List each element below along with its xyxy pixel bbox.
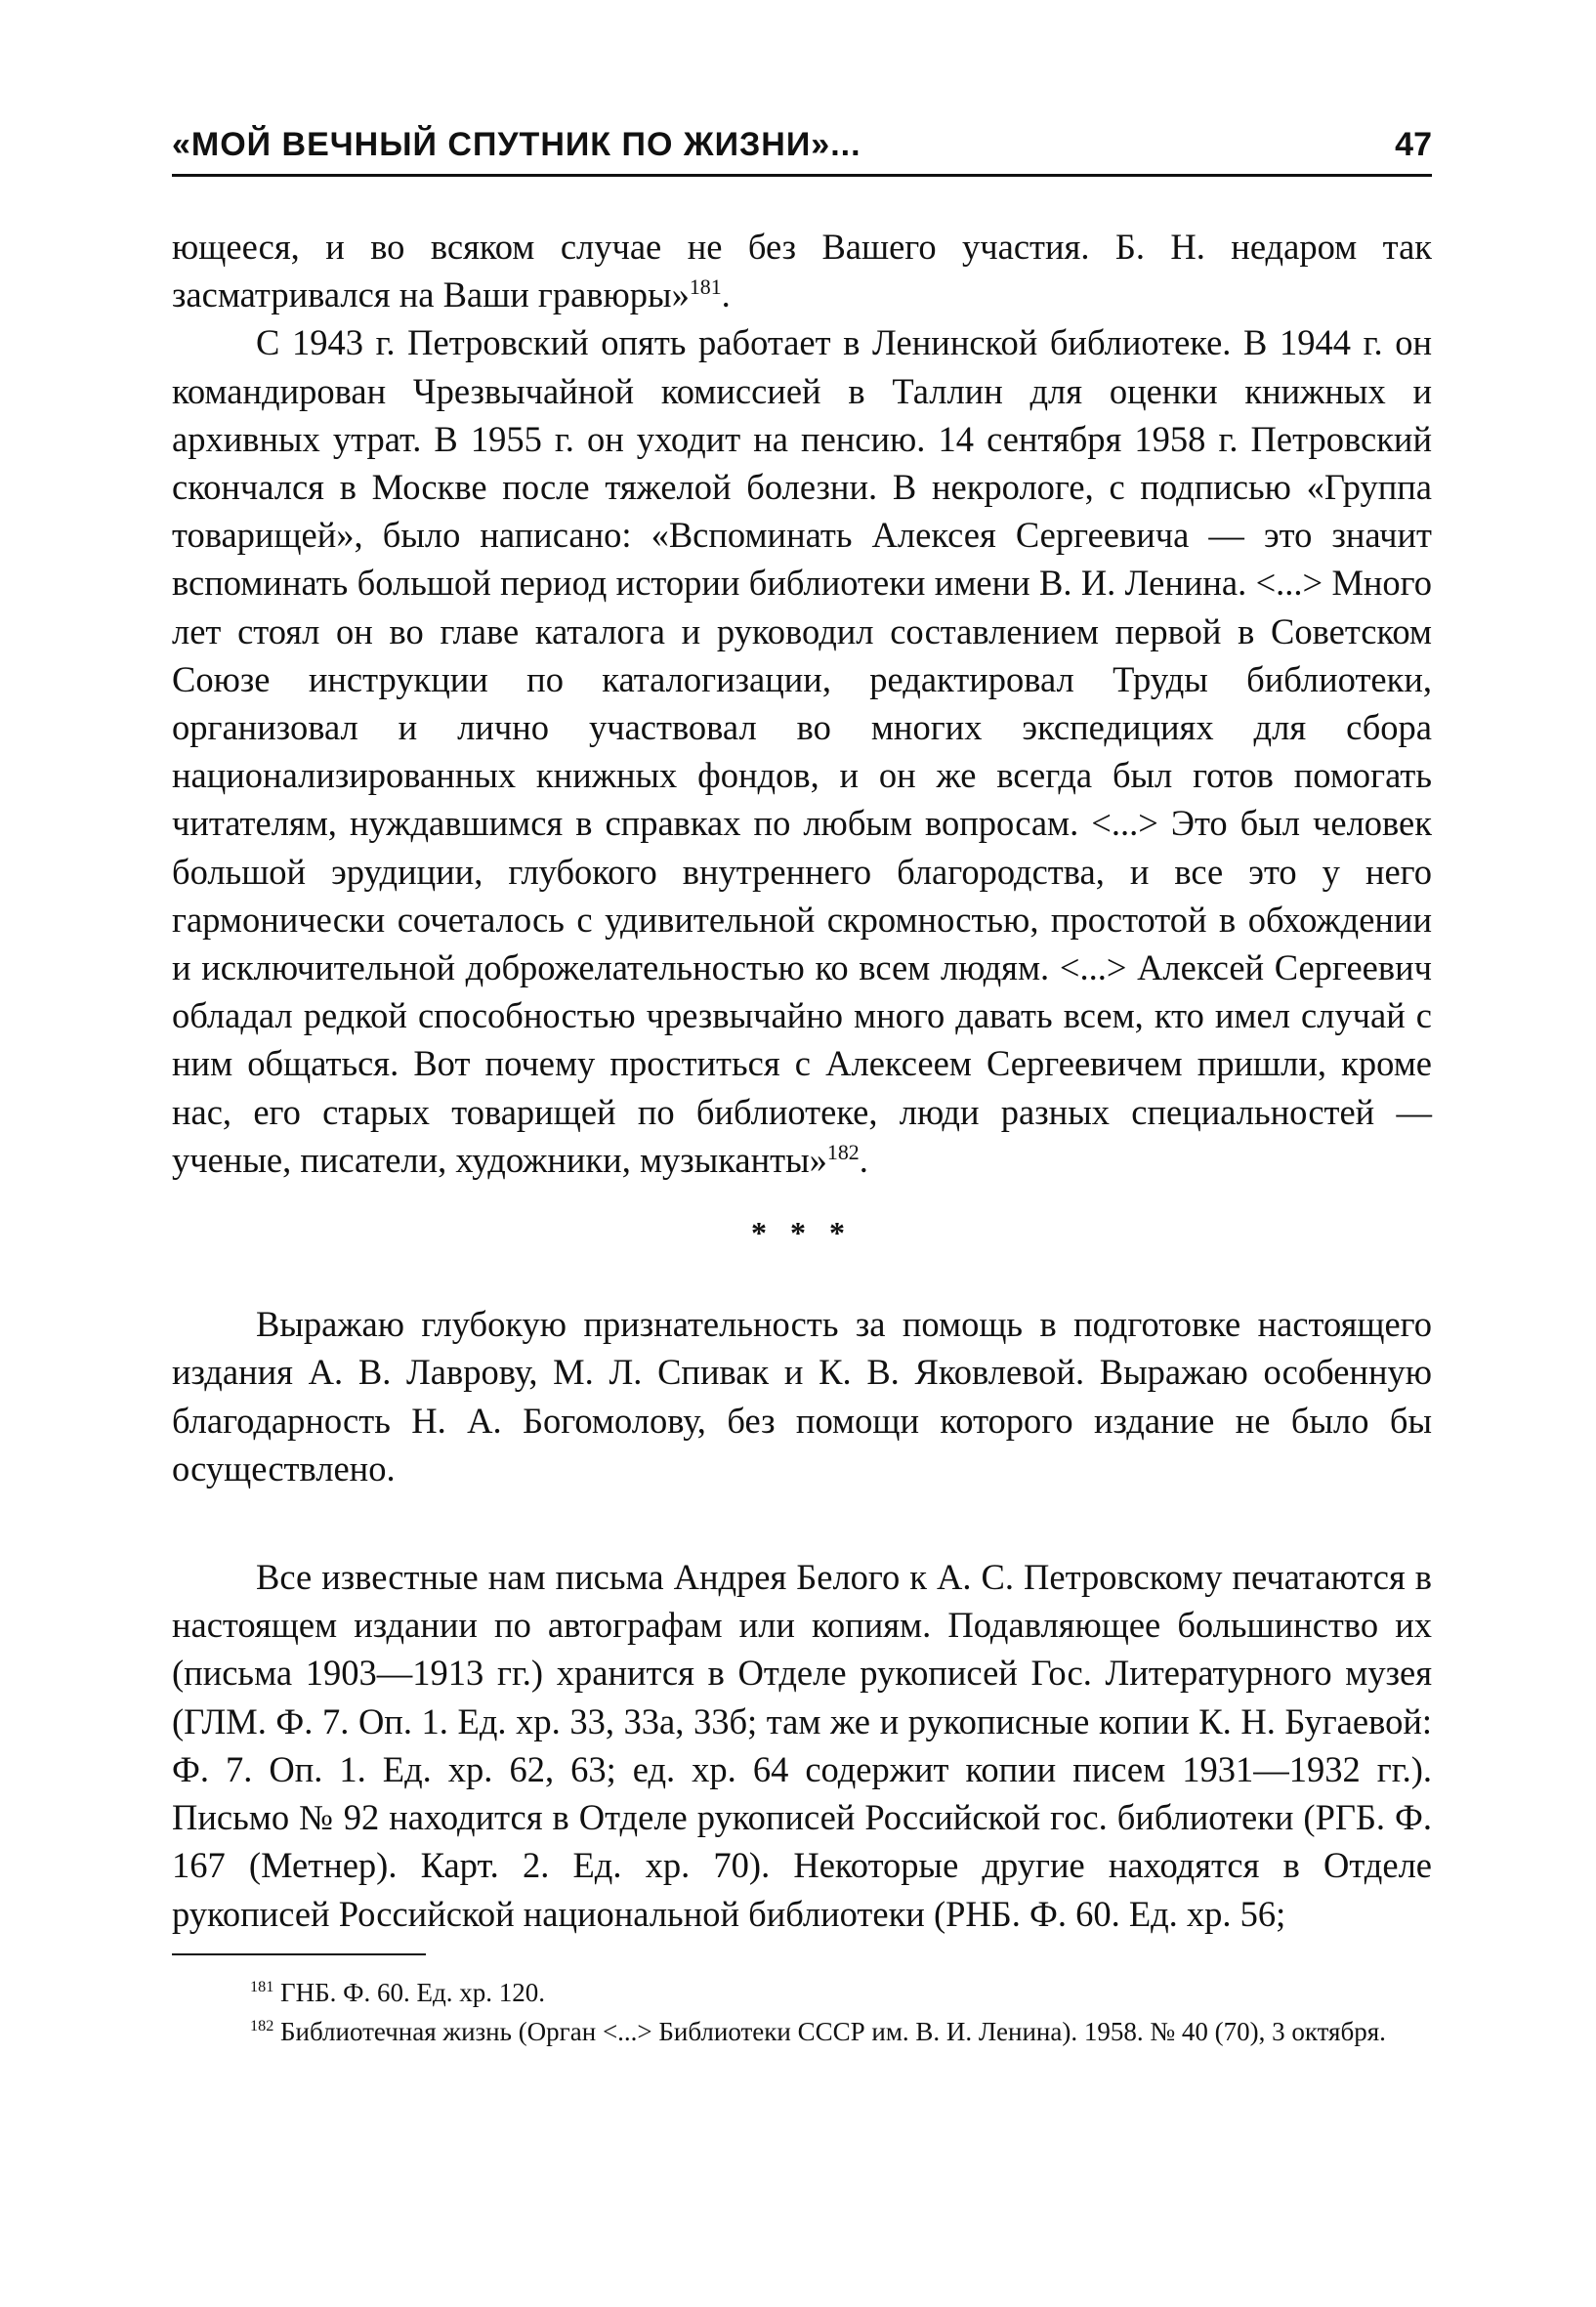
footnote: $^{181}$ ГНБ. Ф. 60. Ед. хр. 120. bbox=[250, 1978, 545, 2007]
paragraph: Выражаю глубокую признательность за помощь в подготовке настоящего издания А. В. Лаврову, М. Л. Спивак и К. В. Яковлевой. Выражаю особенную благодарность Н. А. Богомолову, без помощи которого издание не было бы осуществлено. bbox=[172, 1304, 1432, 1489]
footnote: $^{182}$ Библиотечная жизнь (Орган <...> Библиотеки СССР им. В. И. Ленина). 1958. № 40 (70), 3 октября. bbox=[250, 2017, 1386, 2046]
footnote-divider bbox=[172, 1953, 426, 1955]
footnote-ref[interactable]: 182 bbox=[826, 1139, 860, 1164]
page-header bbox=[172, 115, 1432, 177]
running-title: «МОЙ ВЕЧНЫЙ СПУТНИК ПО ЖИЗНИ»... bbox=[172, 126, 861, 163]
section-separator: * * * bbox=[751, 1215, 853, 1251]
footnote-mark: 181 bbox=[250, 1978, 274, 1995]
paragraph: Все известные нам письма Андрея Белого к А. С. Петровскому печатаются в настоящем издании по автографам или копиям. Подавляющее большинство их (письма 1903—1913 гг.) хранится в Отделе рукописей Гос. Литературного музея (ГЛМ. Ф. 7. Оп. 1. Ед. хр. 33, 33а, 33б; там же и рукописные копии К. Н. Бугаевой: Ф. 7. Оп. 1. Ед. хр. 62, 63; ед. хр. 64 содержит копии писем 1931—1932 гг.). Письмо № 92 находится в Отделе рукописей Российской гос. библиотеки (РГБ. Ф. 167 (Метнер). Карт. 2. Ед. хр. 70). Некоторые другие находятся в Отделе рукописей Российской национальной библиотеки (РНБ. Ф. 60. Ед. хр. 56; bbox=[172, 1557, 1432, 1934]
paragraph: С 1943 г. Петровский опять работает в Ленинской библиотеке. В 1944 г. он командирован Чрезвычайной комиссией в Таллин для оценки книжных и архивных утрат. В 1955 г. он уходит на пенсию. 14 сентября 1958 г. Петровский скончался в Москве после тяжелой болезни. В некрологе, с подписью «Группа товарищей», было написано: «Вспоминать Алексея Сергеевича — это значит вспоминать большой период истории библиотеки имени В. И. Ленина. <...> Много лет стоял он во главе каталога и руководил составлением первой в Советском Союзе инструкции по каталогизации, редактировал Труды библиотеки, организовал и лично участвовал во многих экспедициях для сбора национализированных книжных фондов, и он же всегда был готов помогать читателям, нуждавшимся в справках по любым вопросам. <...> Это был человек большой эрудиции, глубокого внутреннего благородства, и все это у него гармонически сочеталось с удивительной скромностью, простотой в обхождении и исключительной доброжелательностью ко всем людям. <...> Алексей Сергеевич обладал редкой способностью чрезвычайно много давать всем, кто имел случай с ним общаться. Вот почему проститься с Алексеем Сергеевичем пришли, кроме нас, его старых товарищей по библиотеке, люди разных специальностей — ученые, писатели, художники, музыканты»$^{182}$. bbox=[172, 322, 1432, 1180]
footnote-mark: 182 bbox=[250, 2017, 274, 2034]
footnote-ref[interactable]: 181 bbox=[689, 274, 722, 300]
main-text bbox=[172, 223, 1432, 1938]
footnotes bbox=[172, 1973, 1432, 2051]
paragraph: ющееся, и во всяком случае не без Вашего участия. Б. Н. недаром так засматривался на Ваши гравюры»$^{181}$. bbox=[172, 227, 1432, 315]
page-number: 47 bbox=[1395, 126, 1432, 163]
